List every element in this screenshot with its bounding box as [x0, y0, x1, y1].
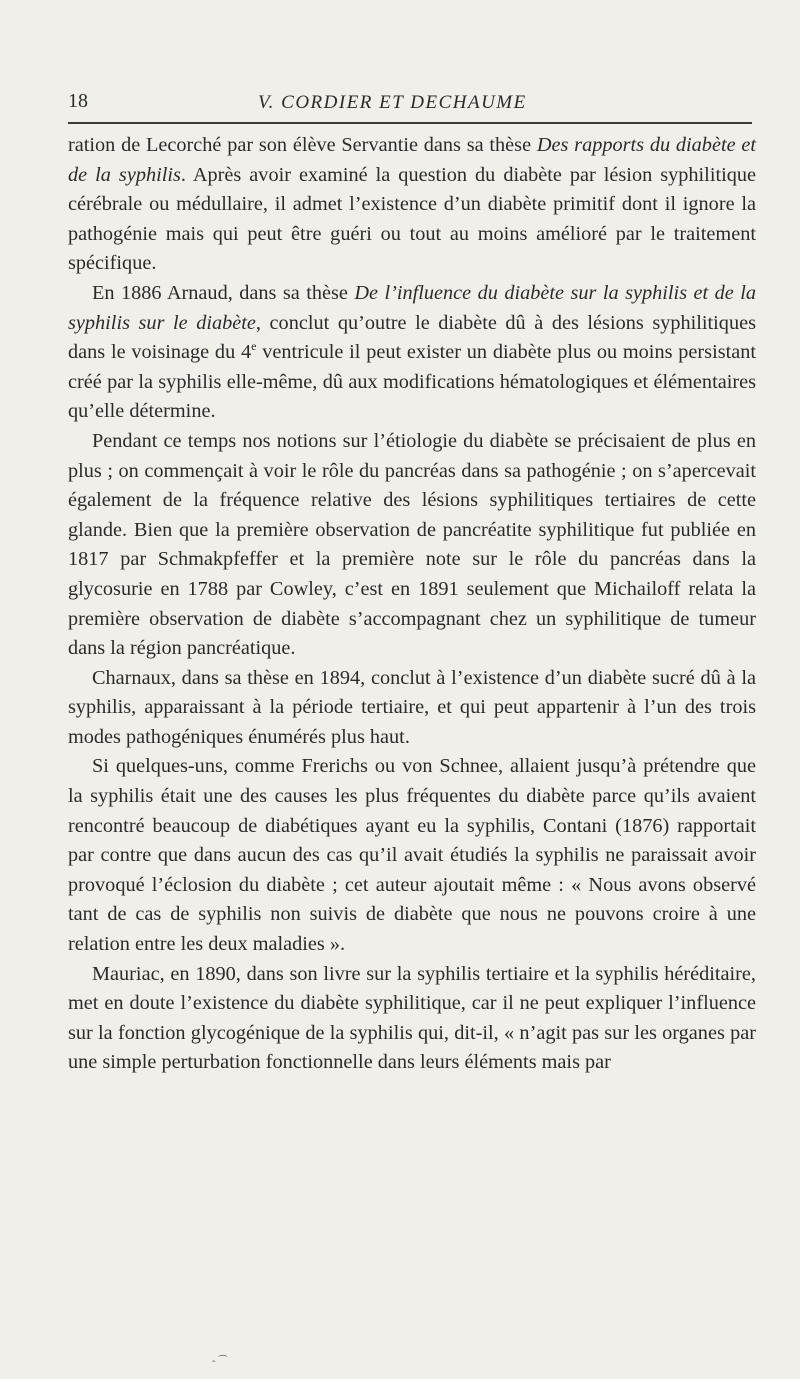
text-run: , conclut qu’outre le diabète dû à des lésions syphilitiques dans le voisinage du 4 [68, 311, 756, 364]
paragraph [68, 279, 756, 427]
text-run: Mauriac, en 1890, dans son livre sur la syphilis tertiaire et la syphilis héréditaire, met en doute l’existence du diabète syphilitique, car il ne peut expliquer l’influence sur la fonction glycogénique de la syphilis qui, dit-il, « n’agit pas sur les organes par une simple perturbation fonctionnelle dans leurs éléments mais par [68, 962, 756, 1074]
body-text [68, 131, 756, 1078]
text-run: Si quelques-uns, comme Frerichs ou von Schnee, allaient jusqu’à prétendre que la syphilis était une des causes les plus fréquentes du diabète parce qu’ils avaient rencontré beaucoup de diabétiques ayant eu la syphilis, Contani (1876) rapportait par contre que dans aucun des cas qu’il avait étudiés la syphilis ne paraissait avoir provoqué l’éclosion du diabète ; cet auteur ajoutait même : « Nous avons observé tant de cas de syphilis non suivis de diabète que nous ne pouvons croire à une relation entre les deux maladies ». [68, 755, 756, 956]
paragraph [68, 427, 756, 664]
paragraph [68, 664, 756, 753]
text-run: Charnaux, dans sa thèse en 1894, conclut à l’existence d’un diabète sucré dû à la syphilis, apparaissant à la période tertiaire, et qui peut appartenir à l’un des trois modes pathogéniques énumérés plus haut. [68, 666, 756, 748]
running-title: V. CORDIER ET DECHAUME [258, 92, 527, 113]
italic-title: De l’influence du diabète sur la syphilis et de la syphilis sur le diabète [68, 281, 756, 334]
italic-title: Des rapports du diabète et de la syphilis [68, 134, 757, 186]
paragraph [68, 131, 756, 279]
text-run: ration de Lecorché par son élève Servantie dans sa thèse [68, 134, 537, 156]
running-head [68, 86, 752, 116]
superscript: e [251, 339, 257, 354]
text-run: Pendant ce temps nos notions sur l’étiologie du diabète se précisaient de plus en plus ; on commençait à voir le rôle du pancréas dans sa pathogénie ; on s’apercevait également de la fréquence relative des lésions syphilitiques tertiaires de cette glande. Bien que la première observation de pancréatite syphilitique fut publiée en 1817 par Schmakpfeffer et la première note sur le rôle du pancréas dans la glycosurie en 1788 par Cowley, c’est en 1891 seulement que Michailoff relata la première observation de diabète s’accompagnant chez un syphilitique de tumeur dans la région pancréatique. [68, 429, 756, 660]
paragraph [68, 752, 756, 959]
text-run: ventricule il peut exister un diabète plus ou moins persistant créé par la syphilis elle-même, dû aux modifications hématologiques et élémentaires qu’elle détermine. [68, 341, 757, 423]
paragraph [68, 960, 756, 1078]
text-run: En 1886 Arnaud, dans sa thèse [92, 281, 355, 304]
text-run: . Après avoir examiné la question du diabète par lésion syphilitique cérébrale ou médullaire, il admet l’existence d’un diabète primitif dont il ignore la pathogénie mais qui peut être guéri ou tout au moins amélioré par le traitement spécifique. [68, 163, 757, 275]
page-number: 18 [68, 90, 88, 112]
printer-mark: ‐ ⁀ [212, 1356, 227, 1367]
header-rule [68, 122, 752, 124]
